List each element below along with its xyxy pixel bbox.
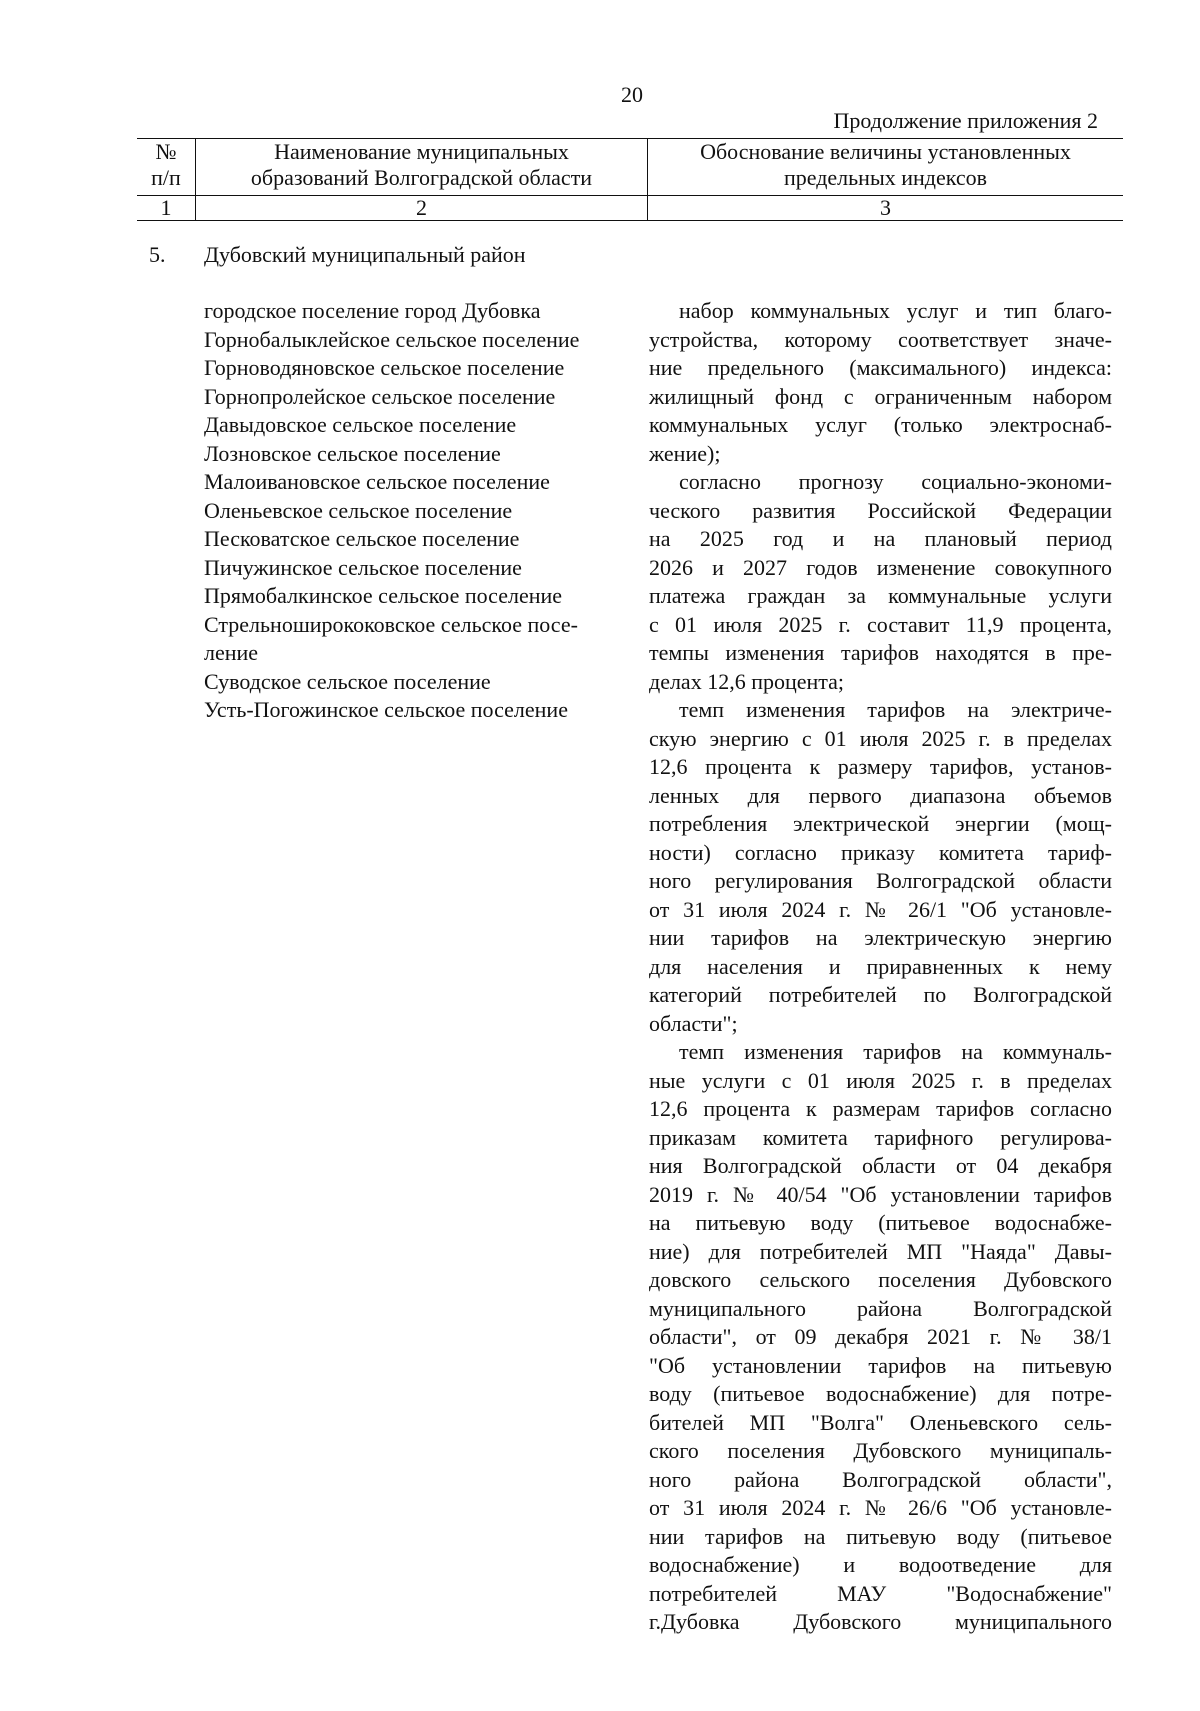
settlement-item: Пичужинское сельское поселение <box>204 554 522 580</box>
justification-line: нии тарифов на электрическую энергию <box>649 925 1112 950</box>
justification-line: бителей МП "Волга" Оленьевского сель- <box>649 1409 1112 1435</box>
column-header-name-line-1: Наименование муниципальных <box>274 139 569 164</box>
settlement-item: Горноводяновское сельское поселение <box>204 355 565 380</box>
justification-line: ности) согласно приказу комитета тариф- <box>649 839 1112 865</box>
justification-line: 2026 и 2027 годов изменение совокупного <box>649 554 1112 580</box>
district-name: Дубовский муниципальный район <box>204 242 526 267</box>
justification-line: довского сельского поселения Дубовского <box>649 1267 1112 1292</box>
settlement-item: Песковатское сельское поселение <box>204 526 520 551</box>
column-number-row <box>137 196 1123 221</box>
settlement-item: Суводское сельское поселение <box>204 668 491 694</box>
continuation-label: Продолжение приложения 2 <box>833 108 1098 133</box>
settlement-item: Стрельноширококовское сельское посе- <box>204 611 578 637</box>
justification-line: темп изменения тарифов на коммуналь- <box>679 1039 1112 1064</box>
justification-line: на 2025 год и на плановый период <box>649 526 1112 551</box>
settlement-item: Прямобалкинское сельское поселение <box>204 583 563 608</box>
justification-line: жилищный фонд с ограниченным набором <box>649 383 1112 409</box>
district-number: 5. <box>149 242 166 267</box>
justification-line: нии тарифов на питьевую воду (питьевое <box>649 1523 1112 1549</box>
justification-line: набор коммунальных услуг и тип благо- <box>679 298 1112 323</box>
justification-paragraph <box>649 1038 1112 1637</box>
justification-line: водоснабжение) и водоотведение для <box>649 1552 1112 1577</box>
justification-line: ние) для потребителей МП "Наяда" Давы- <box>649 1238 1112 1264</box>
justification-line: скую энергию с 01 июля 2025 г. в пределах <box>649 725 1112 751</box>
justification-line: ного регулирования Волгоградской области <box>649 868 1112 893</box>
column-header-justification-line-1: Обоснование величины установленных <box>700 139 1071 164</box>
justification-line: ленных для первого диапазона объемов <box>649 782 1112 808</box>
justification-line: области"; <box>649 1010 738 1036</box>
justification-line: потребителей МАУ "Водоснабжение" <box>649 1580 1112 1606</box>
justification-line: от 31 июля 2024 г. № 26/6 "Об установле- <box>649 1495 1112 1520</box>
settlement-list <box>204 297 644 725</box>
justification-line: ные услуги с 01 июля 2025 г. в пределах <box>649 1067 1112 1093</box>
justification-line: согласно прогнозу социально-экономи- <box>679 469 1112 494</box>
justification-line: ческого развития Российской Федерации <box>649 497 1112 523</box>
justification-line: ного района Волгоградской области", <box>649 1466 1112 1492</box>
justification-line: 2019 г. № 40/54 "Об установлении тарифов <box>649 1181 1112 1207</box>
justification-line: коммунальных услуг (только электроснаб- <box>649 412 1112 437</box>
justification-line: устройства, которому соответствует значе- <box>649 326 1112 352</box>
settlement-item: городское поселение город Дубовка <box>204 298 541 323</box>
column-header-number <box>137 139 196 196</box>
column-header-name <box>196 139 648 196</box>
column-header-row <box>137 139 1123 196</box>
settlement-item: Малоивановское сельское поселение <box>204 469 550 494</box>
justification-text <box>649 297 1112 1637</box>
justification-line: жение); <box>649 440 721 466</box>
justification-line: темп изменения тарифов на электриче- <box>679 697 1112 722</box>
settlement-item: ление <box>204 640 259 665</box>
settlement-item: Горнобалыклейское сельское поселение <box>204 326 580 352</box>
justification-paragraph <box>649 468 1112 696</box>
justification-line: платежа граждан за коммунальные услуги <box>649 583 1112 608</box>
justification-line: 12,6 процента к размеру тарифов, установ- <box>649 754 1112 779</box>
justification-line: потребления электрической энергии (мощ- <box>649 811 1112 836</box>
justification-line: приказам комитета тарифного регулирова- <box>649 1124 1112 1150</box>
justification-line: ния Волгоградской области от 04 декабря <box>649 1153 1112 1178</box>
settlement-item: Горнопролейское сельское поселение <box>204 383 556 409</box>
column-header-table <box>137 138 1123 221</box>
column-header-name-line-2: образований Волгоградской области <box>250 165 593 190</box>
justification-line: делах 12,6 процента; <box>649 668 845 694</box>
column-header-justification <box>648 139 1124 196</box>
column-number-1: 1 <box>137 196 196 221</box>
justification-line: темпы изменения тарифов находятся в пре- <box>649 640 1112 665</box>
column-header-justification-line-2: предельных индексов <box>783 165 988 190</box>
justification-line: 12,6 процента к размерам тарифов согласно <box>649 1096 1112 1121</box>
column-header-number-line-1: № <box>155 139 177 164</box>
column-number-3: 3 <box>648 196 1124 221</box>
justification-line: для населения и приравненных к нему <box>649 953 1112 979</box>
justification-line: от 31 июля 2024 г. № 26/1 "Об установле- <box>649 896 1112 922</box>
settlement-item: Лозновское сельское поселение <box>204 440 501 466</box>
justification-line: области", от 09 декабря 2021 г. № 38/1 <box>649 1324 1112 1349</box>
justification-line: ние предельного (максимального) индекса: <box>649 355 1112 380</box>
justification-paragraph <box>649 696 1112 1038</box>
justification-line: на питьевую воду (питьевое водоснабже- <box>649 1210 1112 1235</box>
settlement-item: Давыдовское сельское поселение <box>204 412 517 437</box>
settlement-item: Усть-Погожинское сельское поселение <box>204 697 568 722</box>
justification-line: муниципального района Волгоградской <box>649 1295 1112 1321</box>
justification-line: воду (питьевое водоснабжение) для потре- <box>649 1381 1112 1406</box>
settlement-item: Оленьевское сельское поселение <box>204 497 513 523</box>
justification-line: "Об установлении тарифов на питьевую <box>649 1352 1112 1378</box>
column-header-number-line-2: п/п <box>151 165 181 190</box>
column-number-2: 2 <box>196 196 648 221</box>
page-number: 20 <box>621 82 643 107</box>
justification-paragraph <box>649 297 1112 468</box>
justification-line: с 01 июля 2025 г. составит 11,9 процента, <box>649 611 1112 637</box>
justification-line: ского поселения Дубовского муниципаль- <box>649 1438 1112 1463</box>
justification-line: категорий потребителей по Волгоградской <box>649 982 1112 1007</box>
justification-line: г.Дубовка Дубовского муниципального <box>649 1609 1112 1634</box>
